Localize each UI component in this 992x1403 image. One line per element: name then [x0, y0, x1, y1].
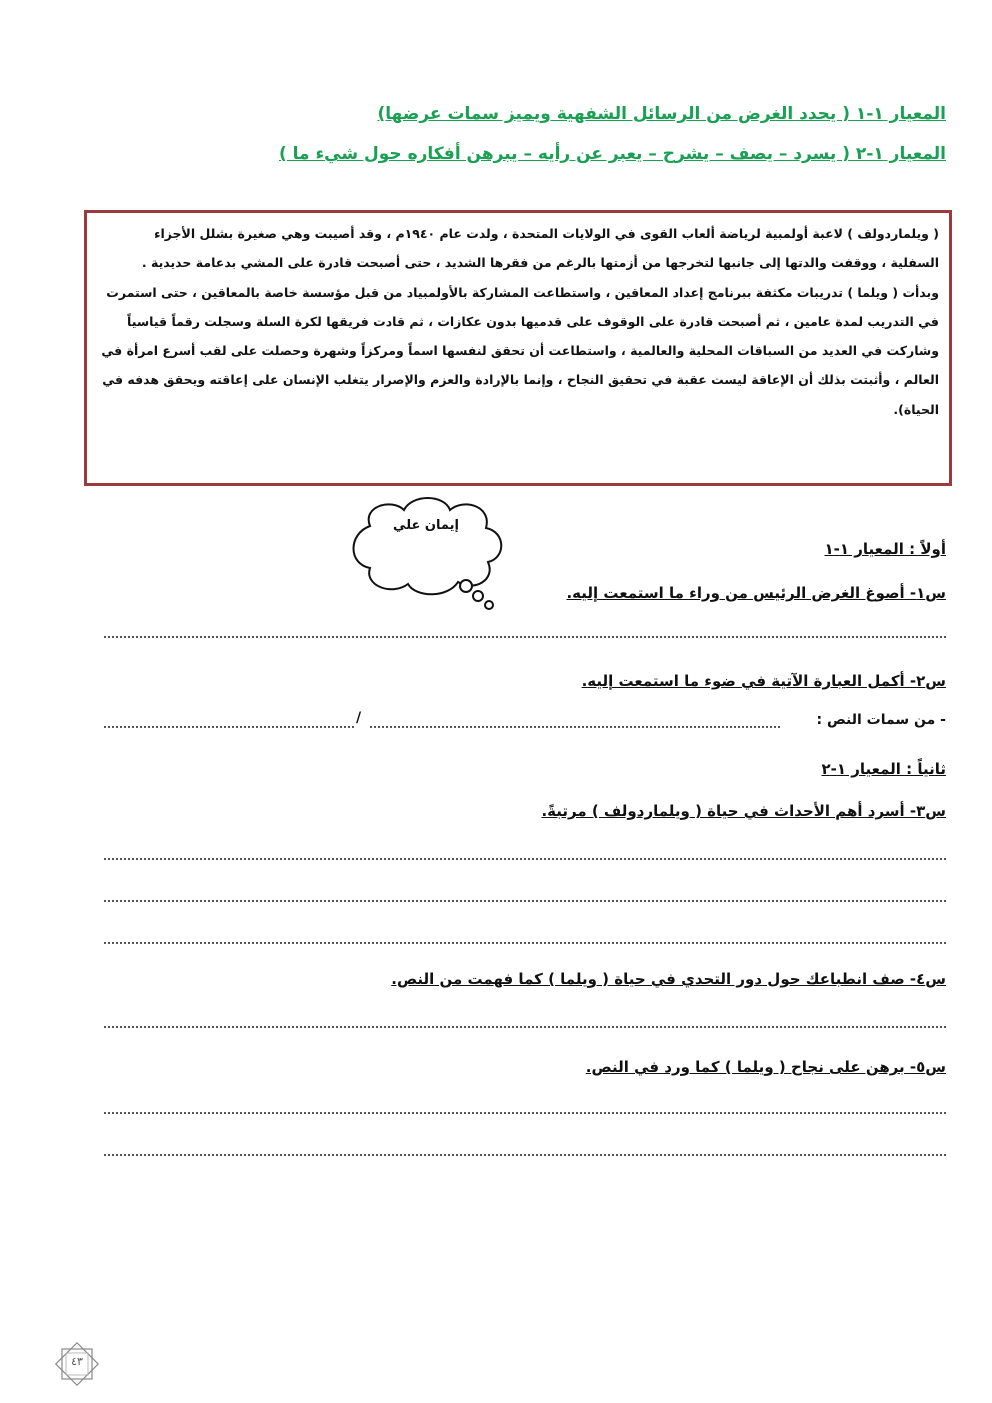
cloud-name: إيمان علي	[393, 518, 459, 533]
answer-line-q2-left[interactable]	[104, 724, 354, 728]
passage-line: في التدريب لمدة عامين ، ثم أصبحت قادرة على الوقوف على قدميها بدون عكازات ، ثم قادت فريقها لكرة السلة وسجلت رقماً قياسياً	[127, 313, 939, 329]
passage-line: العالم ، وأثبتت بذلك أن الإعاقة ليست عقبة في تحقيق النجاح ، وإنما بالإرادة والعزم والإصرار يتغلب الإنسان على إعاقته ويحقق هدفه في	[102, 372, 939, 388]
passage-line: وشاركت في العديد من السباقات المحلية والعالمية ، واستطاعت أن تحقق لنفسها اسماً ومركزاً وشهرة وحصلت على لقب أسرع امرأة في	[101, 343, 939, 359]
section1-heading: أولاً : المعيار ١-١	[824, 540, 946, 558]
answer-line-q3[interactable]	[104, 940, 946, 944]
passage-line: ( ويلماردولف ) لاعبة أولمبية لرياضة ألعاب القوى في الولايات المتحدة ، ولدت عام ١٩٤٠م ، وقد أصيبت وهي صغيرة بشلل الأجزاء	[154, 226, 939, 241]
section2-heading: ثانياً : المعيار ١-٢	[821, 760, 946, 778]
question-1: س١- أصوغ الغرض الرئيس من وراء ما استمعت إليه.	[566, 584, 946, 602]
answer-line-q5[interactable]	[104, 1110, 946, 1114]
q2-separator: /	[356, 710, 362, 726]
answer-line-q3[interactable]	[104, 898, 946, 902]
answer-line-q5[interactable]	[104, 1152, 946, 1156]
q2-prompt: - من سمات النص :	[816, 712, 946, 728]
page-number: ٤٣	[71, 1355, 83, 1368]
standard-1-2: المعيار ١-٢ ( يسرد – يصف – يشرح – يعبر عن رأيه – يبرهن أفكاره حول شيء ما )	[278, 144, 946, 164]
thought-cloud-icon	[340, 492, 510, 614]
question-3: س٣- أسرد أهم الأحداث في حياة ( ويلماردولف ) مرتبةً.	[541, 802, 946, 820]
question-2: س٢- أكمل العبارة الآتية في ضوء ما استمعت إليه.	[581, 672, 946, 690]
passage-line: السفلية ، ووقفت والدتها إلى جانبها لتخرجها من أزمتها بالرغم من فقرها الشديد ، حتى أصبحت قادرة على المشي بدعامة حديدية .	[141, 255, 939, 271]
answer-line-q1[interactable]	[104, 634, 946, 638]
passage-line: الحياة).	[893, 401, 939, 417]
passage-line: وبدأت ( ويلما ) تدريبات مكثفة ببرنامج إعداد المعاقين ، واستطاعت المشاركة بالأولمبياد من قبل مؤسسة خاصة بالمعاقين ، حتى استمرت	[106, 284, 939, 300]
question-4: س٤- صف انطباعك حول دور التحدي في حياة ( ويلما ) كما فهمت من النص.	[391, 970, 946, 988]
passage-box	[84, 210, 952, 486]
question-5: س٥- برهن على نجاح ( ويلما ) كما ورد في النص.	[585, 1058, 946, 1076]
standard-1-1: المعيار ١-١ ( يحدد الغرض من الرسائل الشفهية ويميز سمات عرضها)	[377, 104, 946, 124]
answer-line-q2-right[interactable]	[370, 724, 780, 728]
answer-line-q4[interactable]	[104, 1024, 946, 1028]
answer-line-q3[interactable]	[104, 856, 946, 860]
